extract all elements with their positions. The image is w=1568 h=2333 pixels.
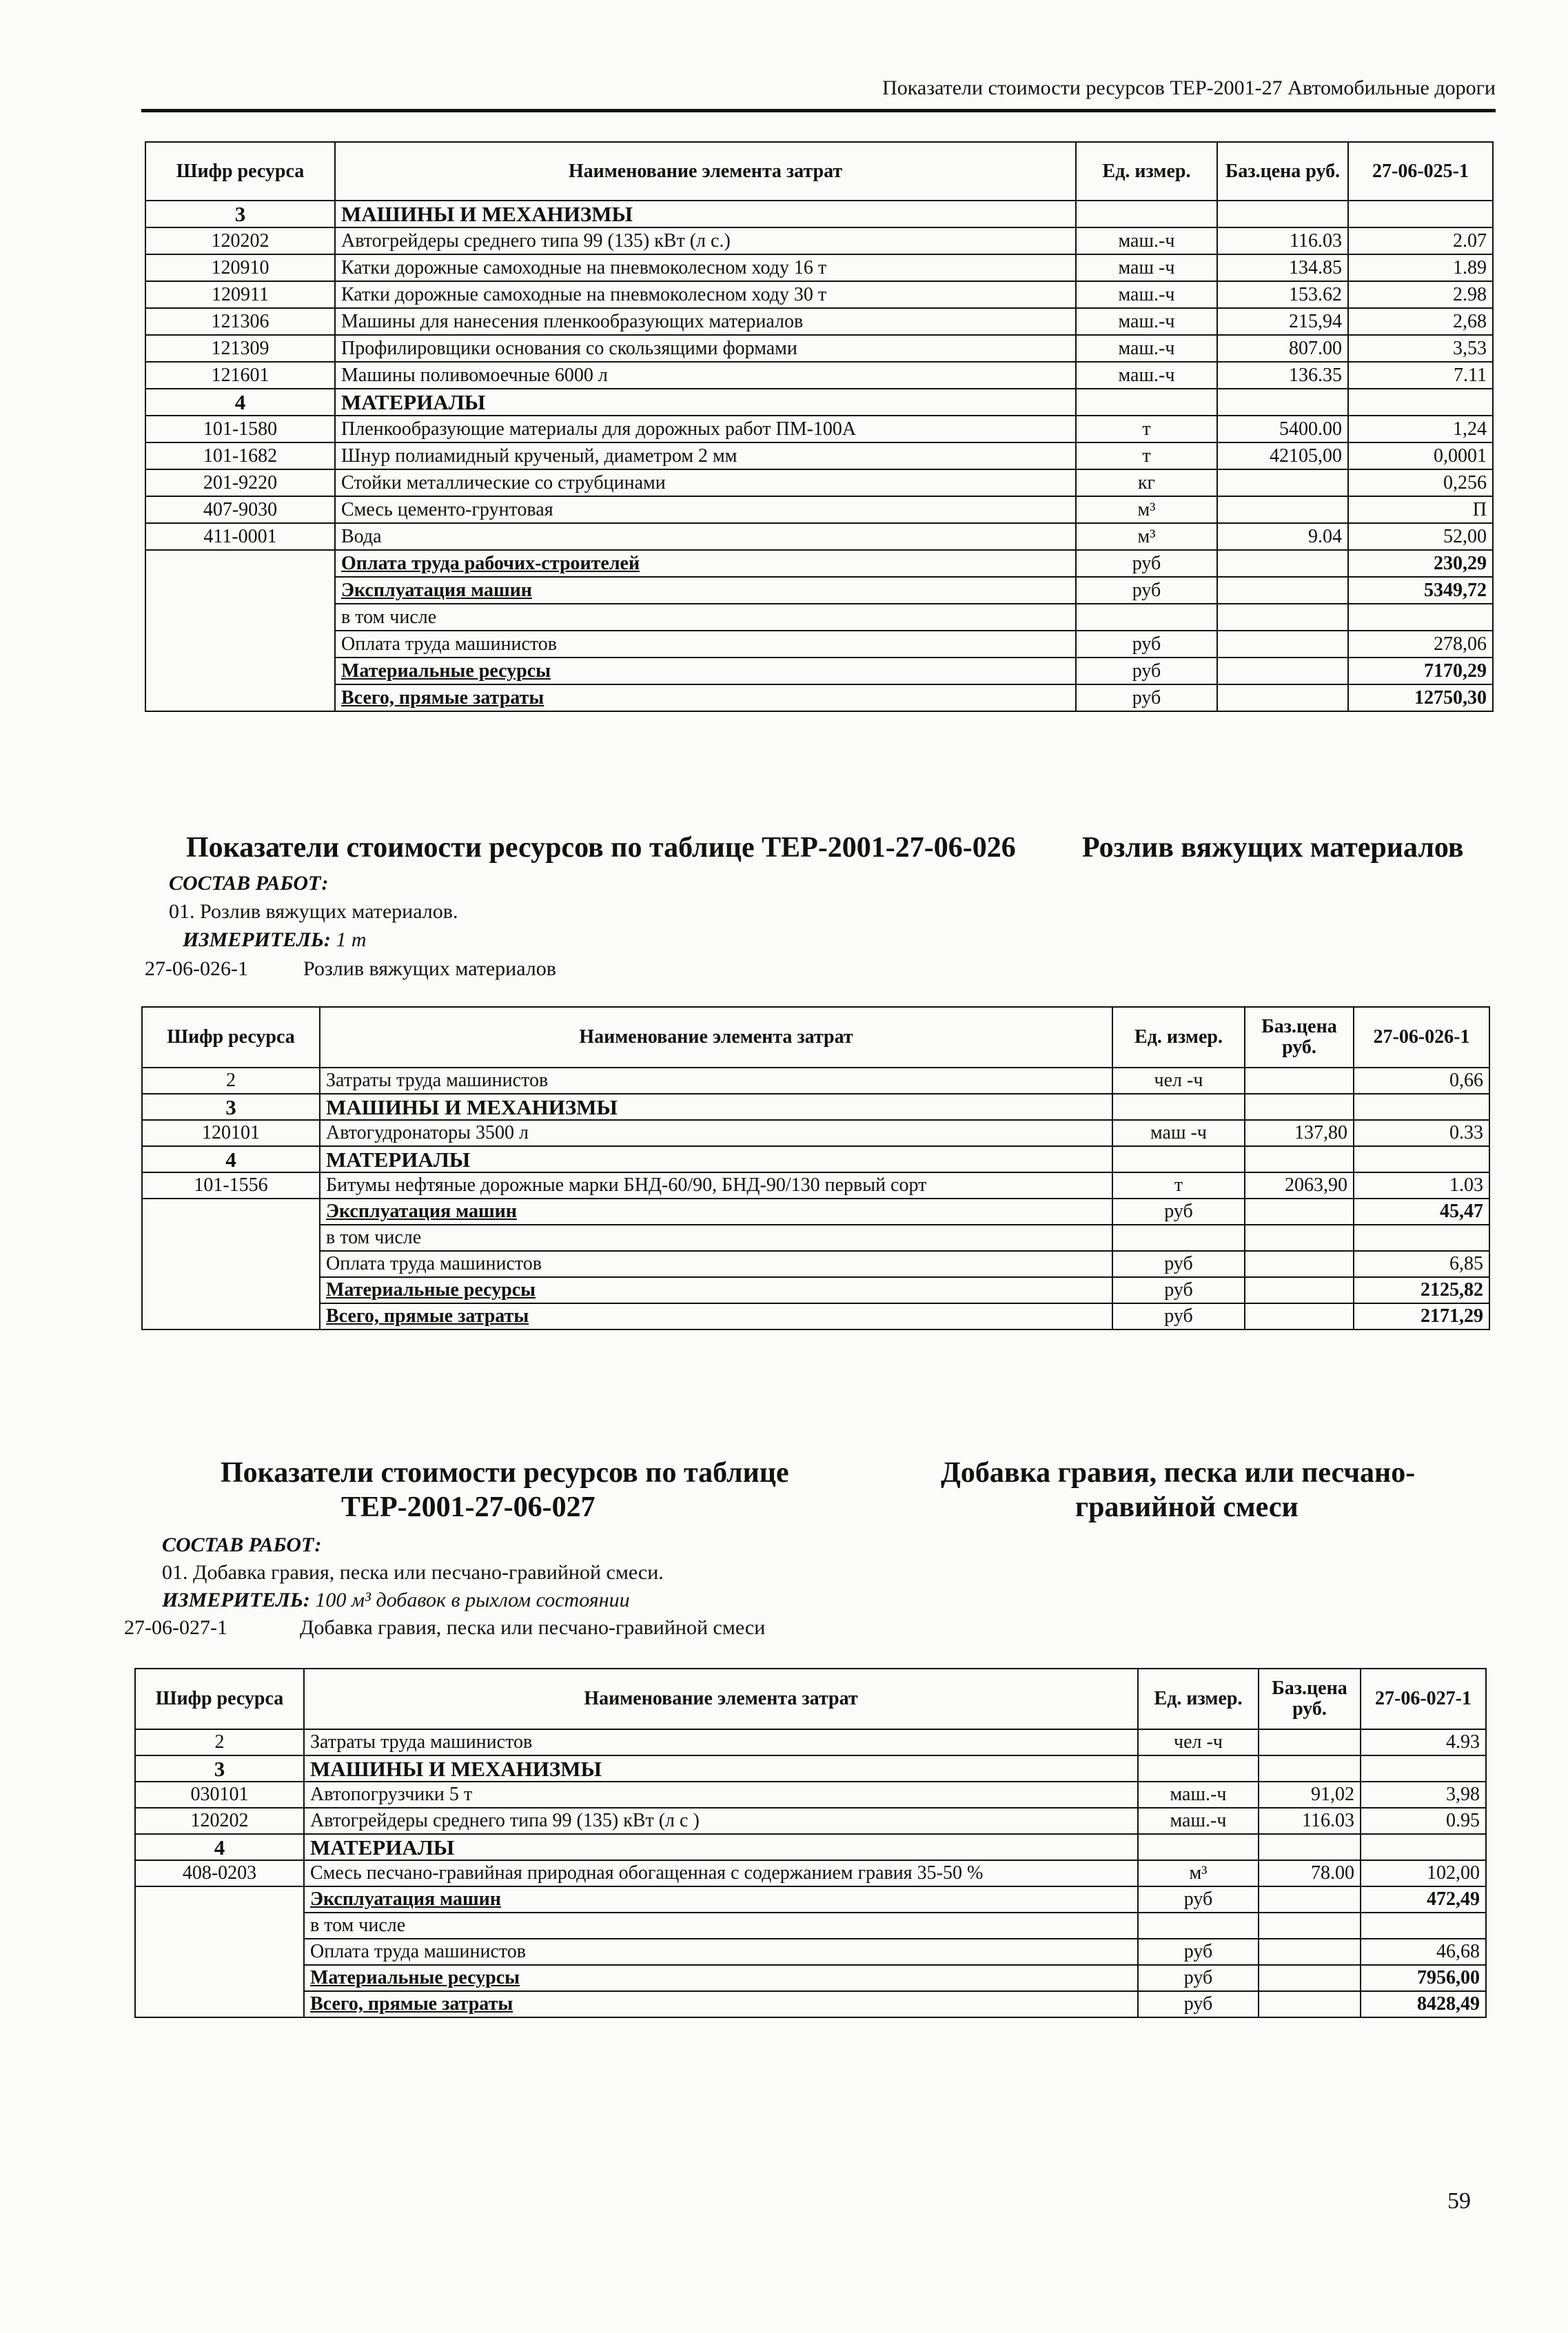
resource-name: Смесь песчано-гравийная природная обогащенная с содержанием гравия 35-50 %	[304, 1860, 1138, 1886]
section-3-title-line-1: Показатели стоимости ресурсов по таблице	[221, 1457, 789, 1489]
summary-unit: руб	[1076, 631, 1217, 658]
category-name: МАШИНЫ И МЕХАНИЗМЫ	[320, 1094, 1112, 1120]
section-3-title-right-line-2: гравийной смеси	[1075, 1491, 1299, 1523]
resource-table-027-06-027	[134, 1668, 1487, 2018]
norm-value: П	[1348, 496, 1493, 523]
summary-unit: руб	[1076, 658, 1217, 684]
col-header-unit: Ед. измер.	[1138, 1669, 1259, 1729]
unit: маш.-ч	[1138, 1808, 1259, 1834]
summary-row	[142, 1225, 1489, 1251]
base-price	[1217, 389, 1348, 416]
resource-code: 408-0203	[135, 1860, 304, 1886]
table-row	[142, 1094, 1489, 1120]
table-row	[145, 227, 1493, 254]
resource-code: 407-9030	[145, 496, 335, 523]
base-price	[1259, 1755, 1361, 1782]
summary-row	[135, 1886, 1486, 1913]
unit: маш.-ч	[1076, 362, 1217, 389]
summary-price	[1259, 1939, 1361, 1965]
base-price	[1259, 1834, 1361, 1860]
section-2-work-item: 01. Розлив вяжущих материалов.	[169, 900, 458, 923]
base-price: 134.85	[1217, 254, 1348, 281]
resource-code: 101-1556	[142, 1172, 320, 1199]
col-header-code: Шифр ресурса	[145, 142, 335, 201]
summary-row	[142, 1251, 1489, 1277]
unit	[1076, 389, 1217, 416]
summary-row	[145, 550, 1493, 577]
section-3-code-desc: Добавка гравия, песка или песчано-гравийной смеси	[300, 1616, 766, 1639]
base-price: 116.03	[1217, 227, 1348, 254]
table-row	[145, 281, 1493, 308]
summary-price	[1217, 577, 1348, 604]
table-row	[145, 201, 1493, 227]
resource-name: Автопогрузчики 5 т	[304, 1782, 1138, 1808]
col-header-index: 27-06-027-1	[1361, 1669, 1486, 1729]
summary-value: 230,29	[1348, 550, 1493, 577]
resource-code: 121309	[145, 335, 335, 362]
summary-price	[1259, 1965, 1361, 1991]
resource-name: Катки дорожные самоходные на пневмоколесном ходу 30 т	[335, 281, 1076, 308]
summary-value: 46,68	[1361, 1939, 1486, 1965]
summary-row	[135, 1965, 1486, 1991]
norm-value: 3,98	[1361, 1782, 1486, 1808]
base-price: 137,80	[1245, 1120, 1354, 1146]
resource-code: 4	[145, 389, 335, 416]
summary-price	[1259, 1991, 1361, 2017]
header-rule	[141, 109, 1496, 112]
unit: маш.-ч	[1076, 227, 1217, 254]
summary-value: 6,85	[1354, 1251, 1489, 1277]
unit: маш -ч	[1112, 1120, 1245, 1146]
summary-price	[1217, 550, 1348, 577]
summary-value: 2171,29	[1354, 1303, 1489, 1329]
resource-name: Шнур полиамидный крученый, диаметром 2 мм	[335, 442, 1076, 469]
norm-value: 1,24	[1348, 416, 1493, 442]
resource-code: 030101	[135, 1782, 304, 1808]
resource-name: Профилировщики основания со скользящими формами	[335, 335, 1076, 362]
summary-unit: руб	[1112, 1251, 1245, 1277]
resource-code: 120101	[142, 1120, 320, 1146]
section-2-work-label	[169, 870, 329, 897]
summary-unit: руб	[1138, 1939, 1259, 1965]
unit	[1076, 201, 1217, 227]
summary-blank	[142, 1251, 320, 1277]
unit: маш.-ч	[1076, 308, 1217, 335]
col-header-index: 27-06-025-1	[1348, 142, 1493, 201]
summary-unit: руб	[1138, 1965, 1259, 1991]
summary-price	[1245, 1277, 1354, 1303]
summary-price	[1245, 1225, 1354, 1251]
summary-name: Эксплуатация машин	[335, 577, 1076, 604]
summary-unit: руб	[1112, 1303, 1245, 1329]
table-row	[135, 1782, 1486, 1808]
summary-unit: руб	[1138, 1991, 1259, 2017]
summary-price	[1245, 1251, 1354, 1277]
work-label: СОСТАВ РАБОТ:	[169, 872, 329, 895]
summary-name: Оплата труда рабочих-строителей	[335, 550, 1076, 577]
summary-unit: руб	[1076, 684, 1217, 711]
norm-value: 3,53	[1348, 335, 1493, 362]
base-price: 9.04	[1217, 523, 1348, 550]
resource-name: Катки дорожные самоходные на пневмоколесном ходу 16 т	[335, 254, 1076, 281]
col-header-price: Баз.цена руб.	[1217, 142, 1348, 201]
table-row	[145, 469, 1493, 496]
resource-table-027-06-025	[145, 141, 1494, 712]
summary-unit	[1076, 604, 1217, 631]
norm-value: 2,68	[1348, 308, 1493, 335]
measure-value: 1 т	[336, 928, 367, 951]
summary-price	[1259, 1886, 1361, 1913]
section-2-code: 27-06-026-1	[145, 957, 248, 980]
summary-blank	[135, 1939, 304, 1965]
base-price: 5400.00	[1217, 416, 1348, 442]
resource-name: Автогрейдеры среднего типа 99 (135) кВт (л с )	[304, 1808, 1138, 1834]
summary-blank	[142, 1199, 320, 1225]
resource-code: 101-1580	[145, 416, 335, 442]
section-2-code-desc: Розлив вяжущих материалов	[303, 957, 556, 980]
norm-value: 102,00	[1361, 1860, 1486, 1886]
norm-value: 4.93	[1361, 1729, 1486, 1755]
summary-name: в том числе	[335, 604, 1076, 631]
unit: т	[1112, 1172, 1245, 1199]
norm-value: 0,0001	[1348, 442, 1493, 469]
section-2-title: Показатели стоимости ресурсов по таблице ТЕР-2001-27-06-026	[186, 832, 1016, 864]
measure-label: ИЗМЕРИТЕЛЬ:	[183, 928, 331, 951]
section-3-work-item: 01. Добавка гравия, песка или песчано-гравийной смеси.	[162, 1561, 664, 1584]
resource-code: 2	[135, 1729, 304, 1755]
table-row	[145, 308, 1493, 335]
summary-value: 2125,82	[1354, 1277, 1489, 1303]
measure-label: ИЗМЕРИТЕЛЬ:	[162, 1589, 310, 1611]
base-price	[1259, 1729, 1361, 1755]
unit: маш.-ч	[1076, 281, 1217, 308]
norm-value	[1361, 1834, 1486, 1860]
resource-code: 2	[142, 1068, 320, 1094]
summary-price	[1217, 658, 1348, 684]
base-price: 215,94	[1217, 308, 1348, 335]
base-price	[1217, 201, 1348, 227]
resource-name: Битумы нефтяные дорожные марки БНД-60/90, БНД-90/130 первый сорт	[320, 1172, 1112, 1199]
summary-blank	[145, 658, 335, 684]
table-row	[142, 1068, 1489, 1094]
summary-name: Эксплуатация машин	[304, 1886, 1138, 1913]
unit: чел -ч	[1138, 1729, 1259, 1755]
summary-unit: руб	[1112, 1277, 1245, 1303]
base-price: 153.62	[1217, 281, 1348, 308]
measure-value: 100 м³ добавок в рыхлом состоянии	[315, 1589, 630, 1611]
summary-value: 8428,49	[1361, 1991, 1486, 2017]
summary-blank	[135, 1965, 304, 1991]
category-name: МАТЕРИАЛЫ	[320, 1146, 1112, 1172]
summary-value: 45,47	[1354, 1199, 1489, 1225]
table-row	[135, 1755, 1486, 1782]
table-row	[135, 1834, 1486, 1860]
col-header-price: Баз.цена руб.	[1259, 1669, 1361, 1729]
summary-name: Всего, прямые затраты	[320, 1303, 1112, 1329]
norm-value: 0.95	[1361, 1808, 1486, 1834]
base-price: 42105,00	[1217, 442, 1348, 469]
unit: маш.-ч	[1076, 335, 1217, 362]
base-price: 78.00	[1259, 1860, 1361, 1886]
summary-row	[145, 631, 1493, 658]
resource-code: 120202	[135, 1808, 304, 1834]
summary-price	[1217, 604, 1348, 631]
summary-value	[1361, 1913, 1486, 1939]
resource-name: Пленкообразующие материалы для дорожных работ ПМ-100А	[335, 416, 1076, 442]
summary-row	[135, 1913, 1486, 1939]
summary-unit: руб	[1112, 1199, 1245, 1225]
unit: м³	[1076, 523, 1217, 550]
resource-name: Машины для нанесения пленкообразующих материалов	[335, 308, 1076, 335]
summary-price	[1217, 684, 1348, 711]
col-header-unit: Ед. измер.	[1076, 142, 1217, 201]
table-row	[145, 362, 1493, 389]
summary-name: Материальные ресурсы	[304, 1965, 1138, 1991]
resource-name: Автогудронаторы 3500 л	[320, 1120, 1112, 1146]
summary-value	[1348, 604, 1493, 631]
summary-row	[142, 1277, 1489, 1303]
resource-name: Вода	[335, 523, 1076, 550]
summary-row	[142, 1303, 1489, 1329]
running-header: Показатели стоимости ресурсов ТЕР-2001-27 Автомобильные дороги	[882, 77, 1496, 99]
col-header-index: 27-06-026-1	[1354, 1007, 1489, 1068]
norm-value: 1.89	[1348, 254, 1493, 281]
resource-code: 201-9220	[145, 469, 335, 496]
resource-code: 120202	[145, 227, 335, 254]
col-header-name: Наименование элемента затрат	[304, 1669, 1138, 1729]
resource-code: 411-0001	[145, 523, 335, 550]
resource-code: 4	[142, 1146, 320, 1172]
unit: т	[1076, 442, 1217, 469]
table-row	[145, 254, 1493, 281]
summary-row	[145, 658, 1493, 684]
table-row	[145, 335, 1493, 362]
base-price: 807.00	[1217, 335, 1348, 362]
summary-value: 5349,72	[1348, 577, 1493, 604]
base-price	[1217, 496, 1348, 523]
summary-blank	[142, 1277, 320, 1303]
work-label: СОСТАВ РАБОТ:	[162, 1534, 322, 1556]
resource-code: 121601	[145, 362, 335, 389]
unit	[1138, 1755, 1259, 1782]
summary-name: Материальные ресурсы	[335, 658, 1076, 684]
section-2-measure	[183, 926, 367, 954]
summary-price	[1245, 1303, 1354, 1329]
category-name: МАШИНЫ И МЕХАНИЗМЫ	[304, 1755, 1138, 1782]
category-name: МАТЕРИАЛЫ	[335, 389, 1076, 416]
base-price: 136.35	[1217, 362, 1348, 389]
resource-code: 120910	[145, 254, 335, 281]
unit: чел -ч	[1112, 1068, 1245, 1094]
table-row	[145, 496, 1493, 523]
norm-value: 7.11	[1348, 362, 1493, 389]
resource-name: Машины поливомоечные 6000 л	[335, 362, 1076, 389]
summary-name: Оплата труда машинистов	[304, 1939, 1138, 1965]
resource-name: Затраты труда машинистов	[304, 1729, 1138, 1755]
unit: кг	[1076, 469, 1217, 496]
col-header-code: Шифр ресурса	[135, 1669, 304, 1729]
col-header-code: Шифр ресурса	[142, 1007, 320, 1068]
resource-code: 4	[135, 1834, 304, 1860]
summary-blank	[145, 550, 335, 577]
base-price: 2063,90	[1245, 1172, 1354, 1199]
norm-value: 52,00	[1348, 523, 1493, 550]
summary-name: в том числе	[304, 1913, 1138, 1939]
summary-name: Материальные ресурсы	[320, 1277, 1112, 1303]
table-row	[142, 1146, 1489, 1172]
summary-blank	[142, 1225, 320, 1251]
col-header-name: Наименование элемента затрат	[335, 142, 1076, 201]
summary-name: Оплата труда машинистов	[320, 1251, 1112, 1277]
base-price: 91,02	[1259, 1782, 1361, 1808]
summary-blank	[145, 604, 335, 631]
summary-unit: руб	[1138, 1886, 1259, 1913]
norm-value	[1354, 1146, 1489, 1172]
category-name: МАТЕРИАЛЫ	[304, 1834, 1138, 1860]
summary-unit	[1112, 1225, 1245, 1251]
summary-row	[135, 1991, 1486, 2017]
table-row	[145, 389, 1493, 416]
resource-name: Затраты труда машинистов	[320, 1068, 1112, 1094]
norm-value	[1348, 389, 1493, 416]
summary-name: Всего, прямые затраты	[304, 1991, 1138, 2017]
summary-name: в том числе	[320, 1225, 1112, 1251]
norm-value	[1361, 1755, 1486, 1782]
resource-name: Смесь цементо-грунтовая	[335, 496, 1076, 523]
unit: т	[1076, 416, 1217, 442]
summary-value: 12750,30	[1348, 684, 1493, 711]
summary-value: 7956,00	[1361, 1965, 1486, 1991]
summary-unit: руб	[1076, 577, 1217, 604]
base-price	[1245, 1094, 1354, 1120]
unit: маш -ч	[1076, 254, 1217, 281]
resource-code: 3	[142, 1094, 320, 1120]
summary-price	[1259, 1913, 1361, 1939]
resource-code: 3	[145, 201, 335, 227]
section-3-code: 27-06-027-1	[124, 1616, 227, 1639]
table-row	[135, 1729, 1486, 1755]
category-name: МАШИНЫ И МЕХАНИЗМЫ	[335, 201, 1076, 227]
page-number: 59	[1447, 2188, 1471, 2214]
summary-blank	[145, 577, 335, 604]
summary-blank	[145, 684, 335, 711]
unit: м³	[1076, 496, 1217, 523]
summary-name: Всего, прямые затраты	[335, 684, 1076, 711]
norm-value: 1.03	[1354, 1172, 1489, 1199]
base-price	[1217, 469, 1348, 496]
base-price: 116.03	[1259, 1808, 1361, 1834]
unit: м³	[1138, 1860, 1259, 1886]
resource-code: 121306	[145, 308, 335, 335]
resource-name: Автогрейдеры среднего типа 99 (135) кВт (л с.)	[335, 227, 1076, 254]
summary-price	[1217, 631, 1348, 658]
table-row	[142, 1120, 1489, 1146]
resource-code: 101-1682	[145, 442, 335, 469]
norm-value: 0,256	[1348, 469, 1493, 496]
summary-value: 7170,29	[1348, 658, 1493, 684]
norm-value	[1354, 1094, 1489, 1120]
summary-row	[145, 684, 1493, 711]
summary-blank	[135, 1886, 304, 1913]
summary-value	[1354, 1225, 1489, 1251]
unit: маш.-ч	[1138, 1782, 1259, 1808]
summary-row	[135, 1939, 1486, 1965]
table-row	[135, 1808, 1486, 1834]
norm-value: 2.07	[1348, 227, 1493, 254]
section-3-title-right-line-1: Добавка гравия, песка или песчано-	[941, 1457, 1416, 1489]
col-header-price: Баз.цена руб.	[1245, 1007, 1354, 1068]
col-header-unit: Ед. измер.	[1112, 1007, 1245, 1068]
section-2-title-right: Розлив вяжущих материалов	[1082, 832, 1464, 864]
norm-value	[1348, 201, 1493, 227]
resource-name: Стойки металлические со струбцинами	[335, 469, 1076, 496]
base-price	[1245, 1068, 1354, 1094]
summary-unit	[1138, 1913, 1259, 1939]
summary-row	[145, 604, 1493, 631]
unit	[1112, 1094, 1245, 1120]
section-3-measure	[162, 1587, 630, 1614]
summary-name: Эксплуатация машин	[320, 1199, 1112, 1225]
unit	[1138, 1834, 1259, 1860]
table-row	[145, 442, 1493, 469]
summary-blank	[135, 1913, 304, 1939]
summary-blank	[135, 1991, 304, 2017]
summary-row	[145, 577, 1493, 604]
summary-price	[1245, 1199, 1354, 1225]
norm-value: 2.98	[1348, 281, 1493, 308]
resource-table-027-06-026	[141, 1006, 1490, 1330]
summary-value: 472,49	[1361, 1886, 1486, 1913]
norm-value: 0.33	[1354, 1120, 1489, 1146]
section-3-work-label	[162, 1531, 322, 1559]
table-row	[142, 1172, 1489, 1199]
summary-name: Оплата труда машинистов	[335, 631, 1076, 658]
table-row	[135, 1860, 1486, 1886]
base-price	[1245, 1146, 1354, 1172]
resource-code: 120911	[145, 281, 335, 308]
summary-value: 278,06	[1348, 631, 1493, 658]
resource-code: 3	[135, 1755, 304, 1782]
table-row	[145, 523, 1493, 550]
section-3-title-line-2: ТЕР-2001-27-06-027	[341, 1491, 595, 1523]
unit	[1112, 1146, 1245, 1172]
summary-blank	[142, 1303, 320, 1329]
table-row	[145, 416, 1493, 442]
summary-blank	[145, 631, 335, 658]
norm-value: 0,66	[1354, 1068, 1489, 1094]
summary-unit: руб	[1076, 550, 1217, 577]
col-header-name: Наименование элемента затрат	[320, 1007, 1112, 1068]
summary-row	[142, 1199, 1489, 1225]
